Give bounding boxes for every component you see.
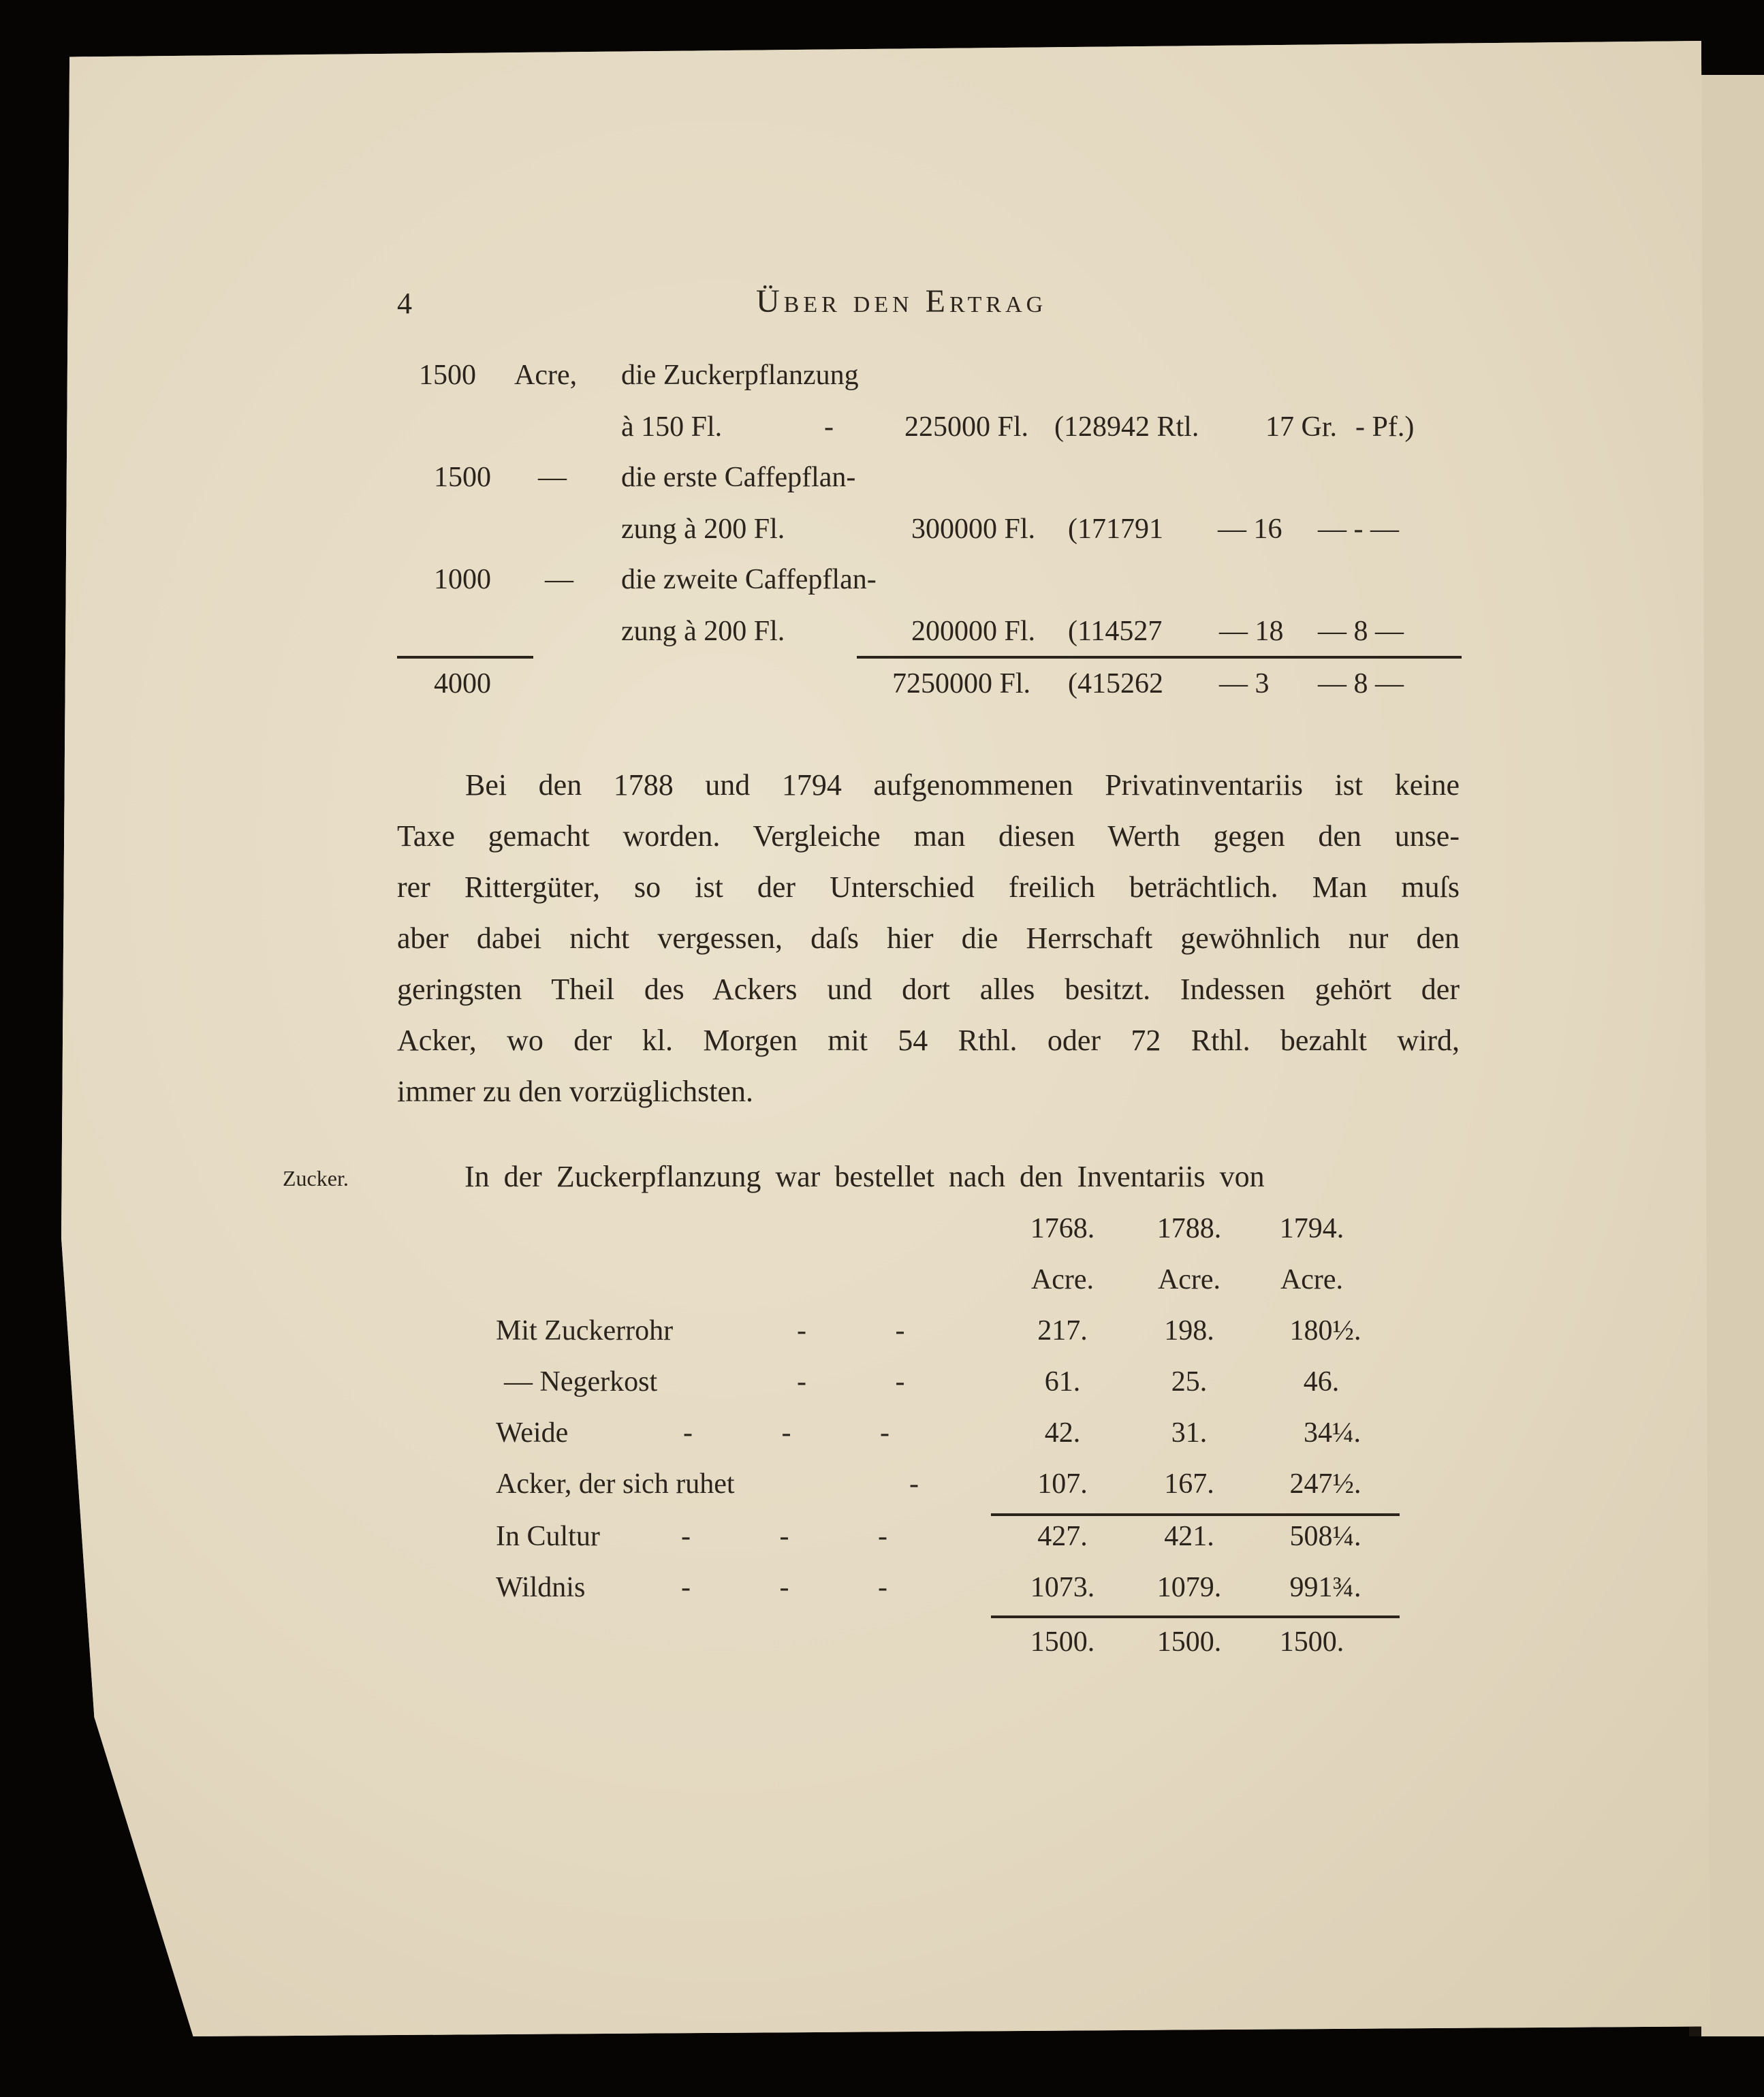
subtotal-value: 1079. [1156,1572,1222,1603]
estimate-total-pf: — 8 — [1318,668,1404,699]
subtotal-value: 1073. [1030,1572,1095,1603]
estimate-sep: - [824,411,834,443]
total-rule [991,1615,1400,1618]
unit-header: Acre. [1280,1264,1344,1295]
year-header: 1794. [1279,1213,1344,1244]
estimate-gr: — 16 [1218,514,1282,545]
subtotal-value: 991¾. [1289,1572,1361,1603]
margin-note: Zucker. [283,1166,349,1191]
row-dots: - - - [683,1417,889,1449]
subtotal-value: 421. [1164,1521,1214,1552]
year-header: 1788. [1156,1213,1222,1244]
estimate-pf: - Pf.) [1355,411,1415,443]
paragraph-line: aber dabei nicht vergessen, daſs hier die Herrschaft gewöhnlich nur den [397,921,1460,955]
subtotal-value: 427. [1037,1521,1088,1552]
row-value: 25. [1171,1366,1208,1398]
row-label: Mit Zuckerrohr [496,1315,674,1346]
row-value: 31. [1171,1417,1208,1449]
unit-header: Acre. [1157,1264,1221,1295]
estimate-desc: die Zuckerpflanzung [621,360,859,391]
estimate-desc: à 150 Fl. [621,411,723,443]
estimate-rule [857,656,1462,659]
estimate-gr: 17 Gr. [1265,411,1337,443]
estimate-qty: 1500 [419,360,476,391]
paragraph-line: geringsten Theil des Ackers und dort alles besitzt. Indessen gehört der [397,973,1460,1006]
estimate-rtl: (128942 Rtl. [1054,411,1199,443]
estimate-fl: 225000 Fl. [904,411,1029,443]
paragraph-line: rer Rittergüter, so ist der Unterschied freilich beträchtlich. Man muſs [397,870,1460,904]
sugar-intro: In der Zuckerpflanzung war bestellet nach den Inventariis von [464,1160,1265,1193]
paragraph-line: Taxe gemacht worden. Vergleiche man diesen Werth gegen den unse- [397,819,1460,853]
estimate-total-rtl: (415262 [1068,668,1163,699]
estimate-desc: zung à 200 Fl. [621,616,785,647]
estimate-total-qty: 4000 [434,668,491,699]
estimate-qty: 1500 [434,462,491,493]
total-value: 1500. [1030,1626,1095,1658]
row-dots: - - [797,1315,905,1346]
unit-header: Acre. [1030,1264,1094,1295]
estimate-qty: 1000 [434,564,491,595]
row-dots: - - [797,1366,905,1398]
sum-rule [991,1513,1400,1516]
estimate-fl: 200000 Fl. [911,616,1036,647]
row-value: 34¼. [1304,1417,1361,1449]
total-value: 1500. [1156,1626,1222,1658]
estimate-unit: — [538,462,567,493]
row-dots: - [909,1468,919,1500]
body-paragraph [397,759,1460,1117]
estimate-unit: Acre, [514,360,578,391]
estimate-desc: zung à 200 Fl. [621,514,785,545]
subtotal-value: 508¼. [1289,1521,1361,1552]
estimate-rtl: (114527 [1068,616,1163,647]
row-value: 217. [1037,1315,1088,1346]
row-value: 198. [1164,1315,1214,1346]
estimate-total-gr: — 3 [1219,668,1270,699]
estimate-gr: — 18 [1219,616,1284,647]
row-value: 167. [1164,1468,1214,1500]
year-header: 1768. [1030,1213,1095,1244]
subtotal-dots: - - - [681,1521,887,1552]
estimate-pf: — 8 — [1318,616,1404,647]
estimate-rule [397,656,533,659]
running-title: Über den Ertrag [756,283,1048,319]
estimate-desc: die erste Caffepflan- [621,462,856,493]
estimate-desc: die zweite Caffepflan- [621,564,877,595]
row-value: 107. [1037,1468,1088,1500]
row-label: — Negerkost [504,1366,658,1398]
row-value: 180½. [1289,1315,1361,1346]
row-value: 247½. [1289,1468,1361,1500]
row-label: Weide [496,1417,569,1449]
facing-page-edge [1699,75,1764,2036]
total-value: 1500. [1279,1626,1344,1658]
row-value: 61. [1044,1366,1081,1398]
estimate-rtl: (171791 [1068,514,1163,545]
subtotal-label: Wildnis [496,1572,586,1603]
estimate-fl: 300000 Fl. [911,514,1036,545]
subtotal-label: In Cultur [496,1521,600,1552]
estimate-pf: — - — [1318,514,1399,545]
row-label: Acker, der sich ruhet [496,1468,735,1500]
row-value: 46. [1303,1366,1340,1398]
estimate-unit: — [545,564,573,595]
row-value: 42. [1044,1417,1081,1449]
paragraph-line: Acker, wo der kl. Morgen mit 54 Rthl. oder 72 Rthl. bezahlt wird, [397,1024,1460,1057]
paragraph-line: immer zu den vorzüglichsten. [397,1075,753,1108]
subtotal-dots: - - - [681,1572,887,1603]
estimate-total-fl: 7250000 Fl. [892,668,1031,699]
page-number: 4 [397,287,416,320]
paragraph-line: Bei den 1788 und 1794 aufgenommenen Privatinventariis ist keine [465,768,1460,802]
